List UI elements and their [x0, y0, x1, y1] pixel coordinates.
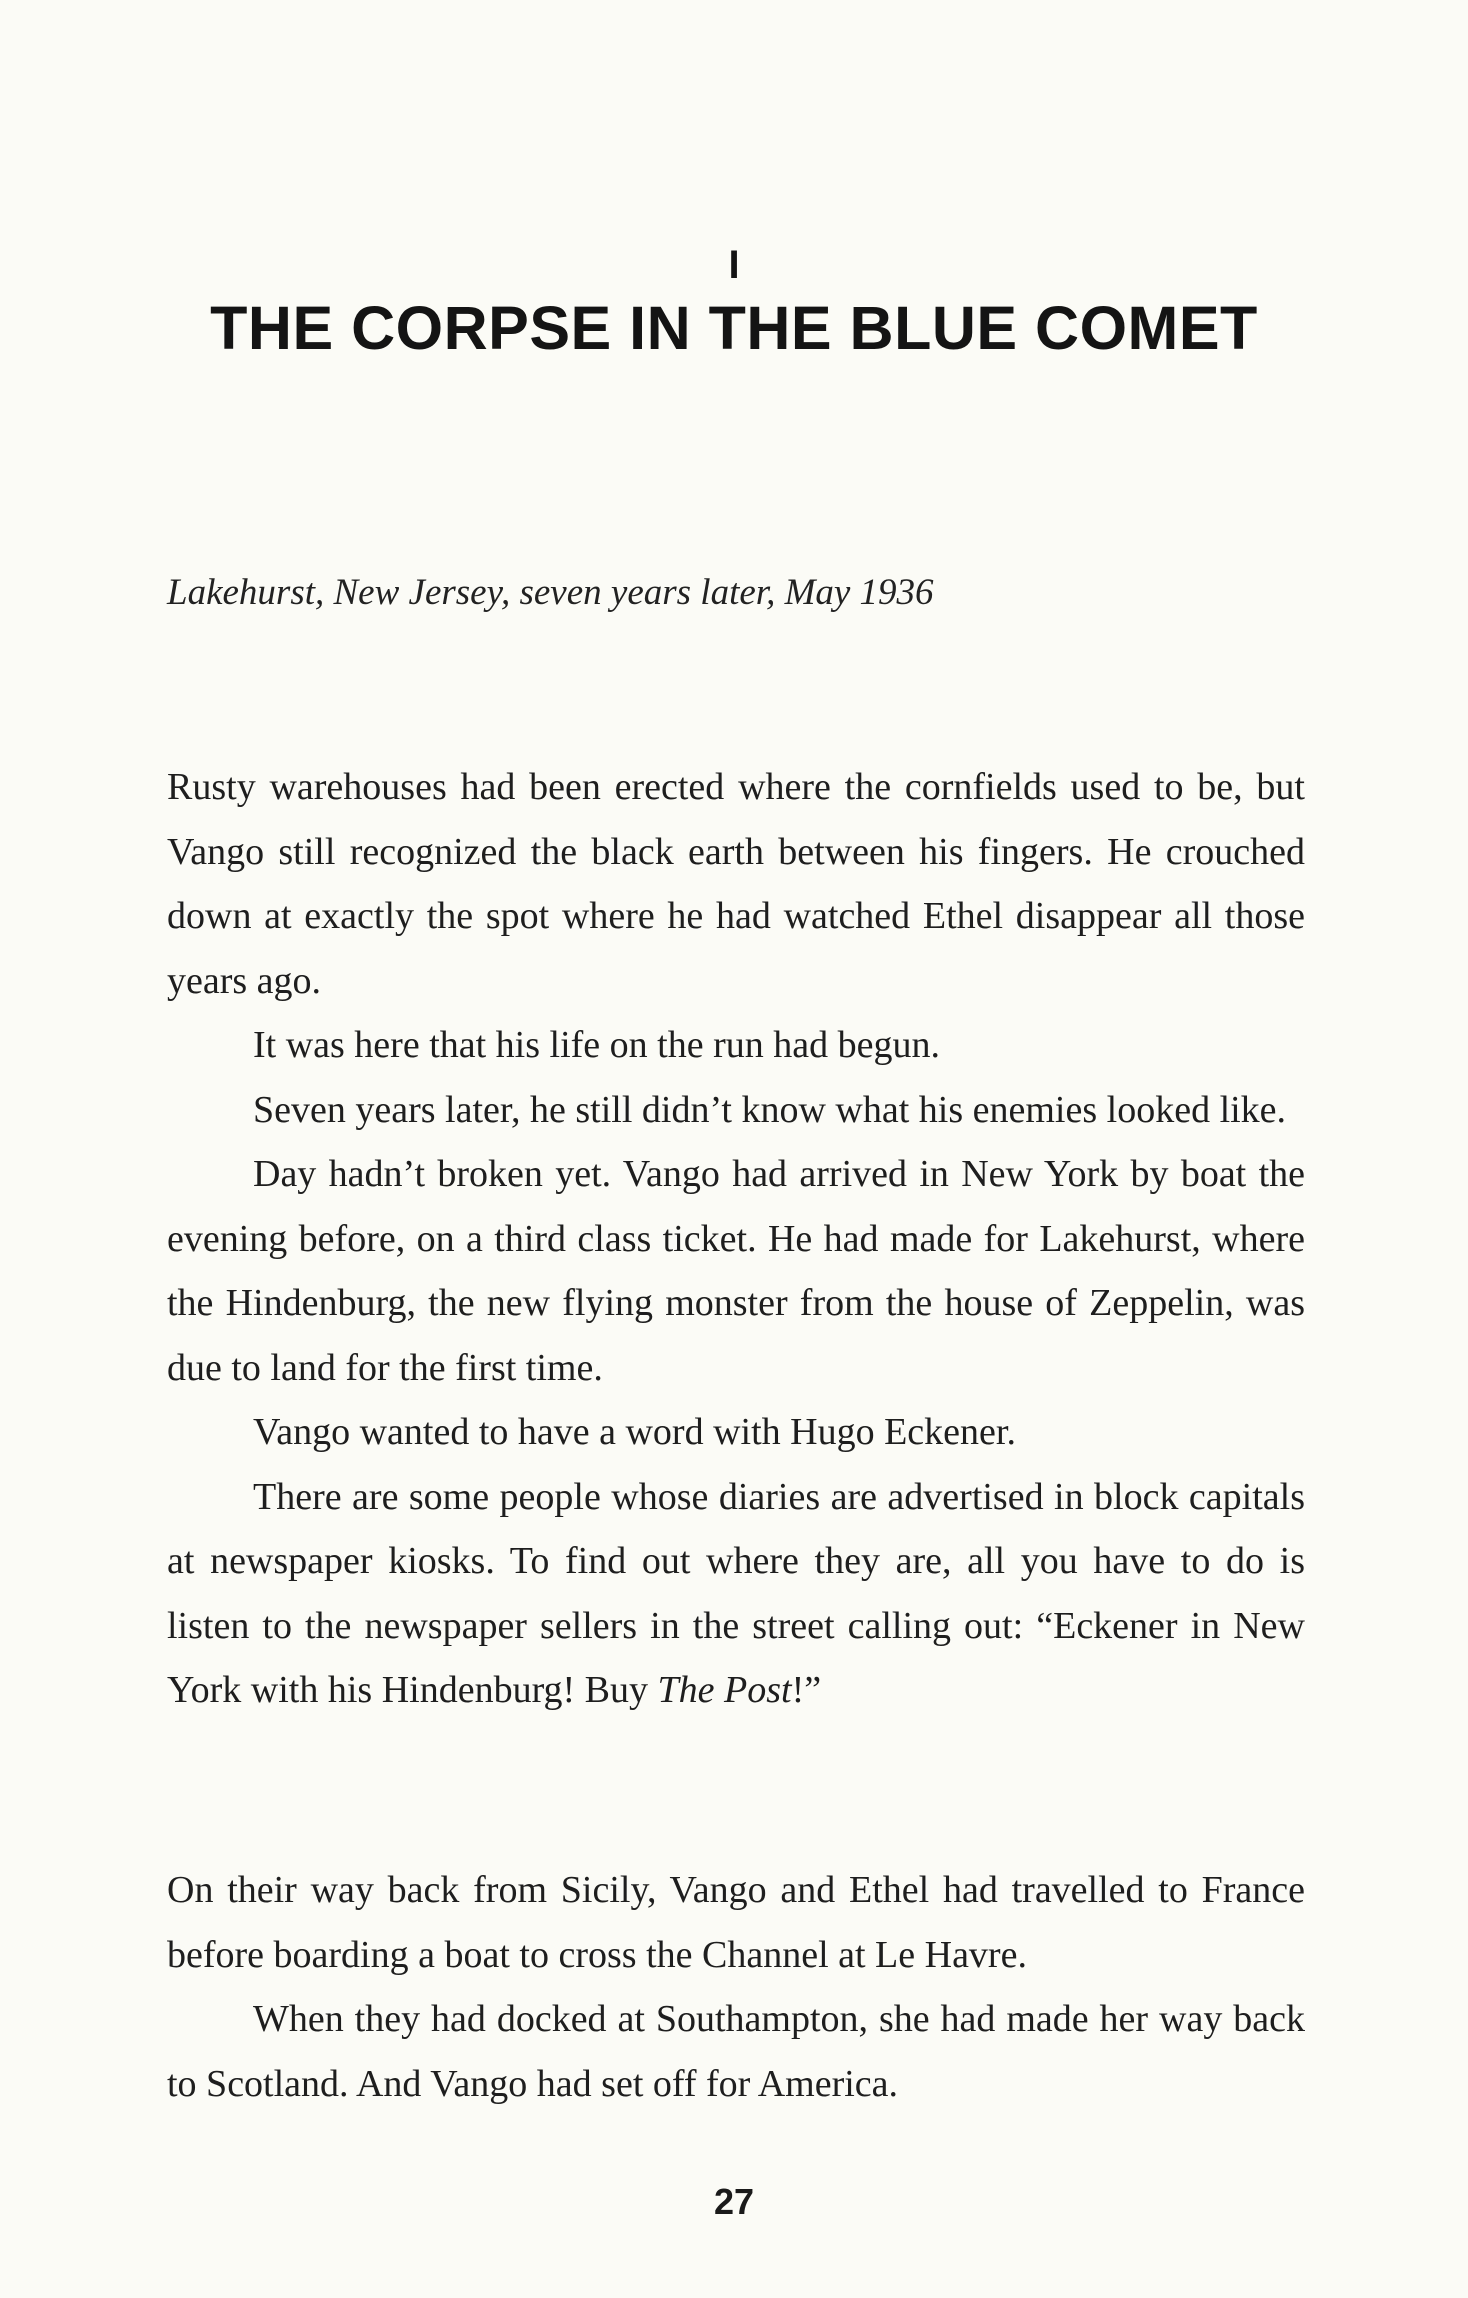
chapter-dateline: Lakehurst, New Jersey, seven years later, May 1936 [167, 572, 934, 613]
paragraph-text: There are some people whose diaries are advertised in block capitals at newspaper kiosks. To find out where they are, all you have to do is listen to the newspaper sellers in the street calling out: “Eckener in New York with his Hindenburg! Buy [167, 1475, 1305, 1711]
paragraph: When they had docked at Southampton, she had made her way back to Scotland. And Vango had set off for America. [167, 1998, 1305, 2105]
paragraph: Seven years later, he still didn’t know what his enemies looked like. [253, 1088, 1287, 1131]
paragraph: Rusty warehouses had been erected where the cornfields used to be, but Vango still recognized the black earth between his fingers. He crouched down at exactly the spot where he had watched Ethel disappear all those years ago. [167, 766, 1305, 1002]
section-one [167, 755, 1305, 1723]
paragraph: Vango wanted to have a word with Hugo Eckener. [253, 1411, 1016, 1453]
newspaper-title: The Post [657, 1669, 792, 1711]
chapter-number: I [728, 243, 740, 287]
section-two [167, 1858, 1305, 2116]
paragraph [167, 1465, 1305, 1723]
paragraph-text-end: !” [791, 1669, 822, 1711]
chapter-title: THE CORPSE IN THE BLUE COMET [210, 294, 1258, 362]
paragraph: Day hadn’t broken yet. Vango had arrived in New York by boat the evening before, on a third class ticket. He had made for Lakehurst, where the Hindenburg, the new flying monster from the house of Zeppelin, was due to land for the first time. [167, 1153, 1305, 1389]
page-number: 27 [713, 2181, 755, 2222]
paragraph: On their way back from Sicily, Vango and Ethel had travelled to France before boarding a boat to cross the Channel at Le Havre. [167, 1869, 1305, 1976]
paragraph: It was here that his life on the run had begun. [253, 1024, 940, 1066]
